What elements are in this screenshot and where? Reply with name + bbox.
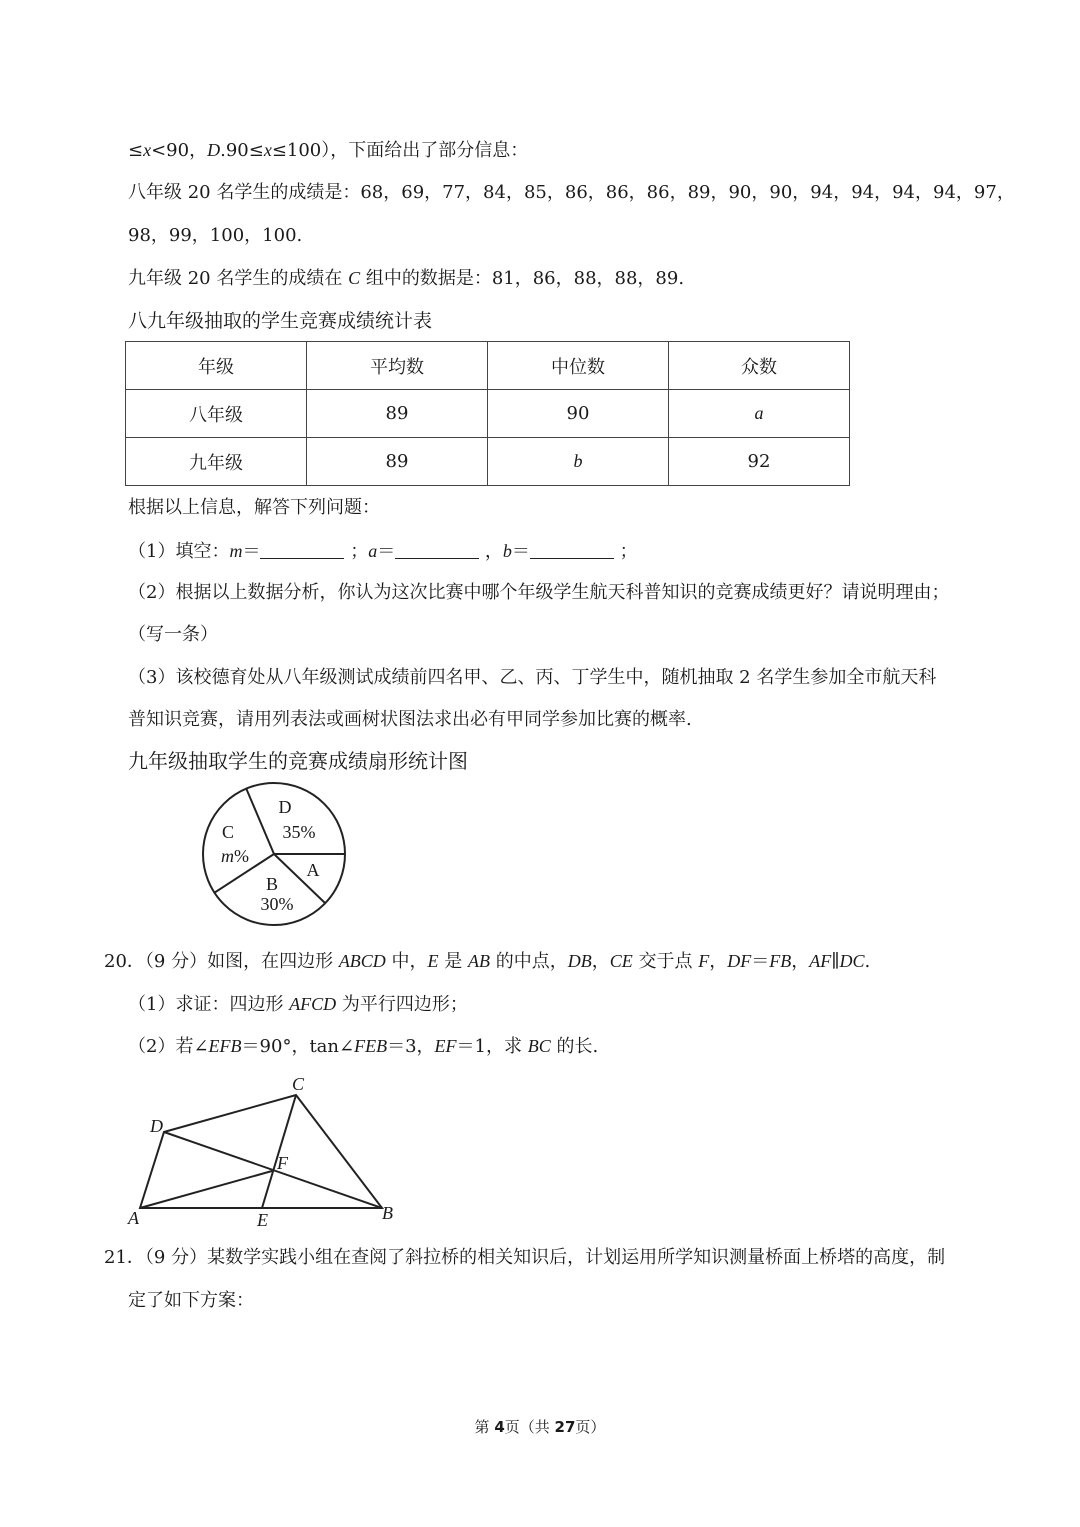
pie-label-d: D xyxy=(278,797,292,817)
table-cell: 90 xyxy=(488,390,669,438)
problem-20: 20．（9 分）如图，在四边形 ABCD 中，E 是 AB 的中点，DB，CE 交于点 F，DF＝FB，AF∥DC. xyxy=(104,951,871,972)
vertex-label-b: B xyxy=(382,1203,393,1223)
question-3-cont: 普知识竞赛，请用列表法或画树状图法求出必有甲同学参加比赛的概率. xyxy=(128,709,692,730)
pie-pct-c: m% xyxy=(221,846,249,866)
vertex-label-c: C xyxy=(292,1074,305,1094)
table-caption: 八九年级抽取的学生竞赛成绩统计表 xyxy=(128,310,433,332)
segment-af xyxy=(140,1171,272,1208)
question-intro: 根据以上信息，解答下列问题： xyxy=(128,497,380,518)
vertex-label-d: D xyxy=(150,1116,163,1136)
header-cell: 众数 xyxy=(669,342,850,390)
pie-label-c: C xyxy=(221,822,235,842)
table-cell: a xyxy=(669,390,850,438)
table-cell: 九年级 xyxy=(126,438,307,486)
segment-ce xyxy=(262,1095,296,1208)
problem-20-part-2: （2）若∠EFB＝90°，tan∠FEB＝3，EF＝1，求 BC 的长. xyxy=(128,1036,599,1057)
pie-pct-b: 30% xyxy=(260,894,294,914)
problem-20-part-1: （1）求证：四边形 AFCD 为平行四边形； xyxy=(128,994,468,1015)
grade9-c-group-line: 九年级 20 名学生的成绩在 C 组中的数据是：81，86，88，88，89. xyxy=(128,268,685,289)
table-row xyxy=(126,438,850,486)
stats-table xyxy=(125,341,850,486)
table-cell: 89 xyxy=(307,390,488,438)
point-label-e: E xyxy=(257,1210,268,1230)
table-cell: 92 xyxy=(669,438,850,486)
question-2: （2）根据以上数据分析，你认为这次比赛中哪个年级学生航天科普知识的竞赛成绩更好？请说明理由； xyxy=(128,582,950,603)
blank-a[interactable] xyxy=(395,540,479,559)
table-cell: b xyxy=(488,438,669,486)
pie-label-b: B xyxy=(265,874,279,894)
table-header-row xyxy=(126,342,850,390)
page-footer: 第 4页（共 27页） xyxy=(474,1418,606,1436)
pie-chart xyxy=(195,780,355,930)
problem-21-cont: 定了如下方案： xyxy=(128,1290,254,1311)
table-cell: 89 xyxy=(307,438,488,486)
pie-caption: 九年级抽取学生的竞赛成绩扇形统计图 xyxy=(128,749,468,773)
header-cell: 年级 xyxy=(126,342,307,390)
table-cell: 八年级 xyxy=(126,390,307,438)
blank-b[interactable] xyxy=(530,540,614,559)
info-continuation-line: ≤x<90，D.90≤x≤100），下面给出了部分信息： xyxy=(128,140,529,161)
quadrilateral-outline xyxy=(140,1095,382,1208)
problem-21: 21．（9 分）某数学实践小组在查阅了斜拉桥的相关知识后，计划运用所学知识测量桥面上桥塔的高度，制 xyxy=(104,1247,946,1268)
grade8-scores-line-2: 98，99，100，100. xyxy=(128,225,303,246)
question-2-cont: （写一条） xyxy=(128,624,218,645)
question-1: （1）填空：m＝ ；a＝ ，b＝ ； xyxy=(128,541,638,562)
page-total: 27 xyxy=(554,1418,576,1436)
grade8-scores-line: 八年级 20 名学生的成绩是：68，69，77，84，85，86，86，86，89，90，90，94，94，94，94，97， xyxy=(128,182,1015,203)
quadrilateral-figure xyxy=(120,1072,410,1232)
header-cell: 中位数 xyxy=(488,342,669,390)
vertex-label-a: A xyxy=(128,1208,139,1228)
point-label-f: F xyxy=(277,1153,288,1173)
question-3: （3）该校德育处从八年级测试成绩前四名甲、乙、丙、丁学生中，随机抽取 2 名学生参加全市航天科 xyxy=(128,667,937,688)
page-number: 4 xyxy=(494,1418,505,1436)
table-row xyxy=(126,390,850,438)
pie-pct-d: 35% xyxy=(282,822,316,842)
header-cell: 平均数 xyxy=(307,342,488,390)
pie-label-a: A xyxy=(306,860,320,880)
pie-divider xyxy=(246,788,274,854)
blank-m[interactable] xyxy=(260,540,344,559)
